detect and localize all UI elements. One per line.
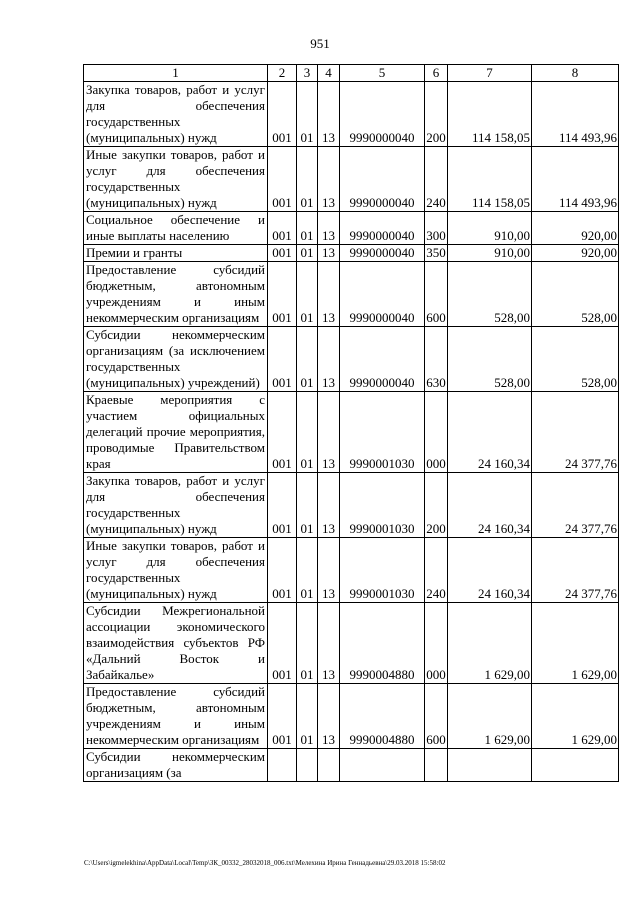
table-row: [84, 245, 619, 262]
header-cell: 3: [297, 65, 318, 82]
row-cell-c2: 001: [268, 538, 297, 603]
row-cell-c3: 01: [297, 245, 318, 262]
table-row: [84, 473, 619, 538]
row-cell-c4: [318, 749, 340, 782]
table-row: [84, 147, 619, 212]
row-cell-c3: 01: [297, 82, 318, 147]
row-cell-c7: 24 160,34: [448, 392, 532, 473]
row-description: Субсидии некоммерческим организациям (за: [84, 749, 268, 782]
row-cell-c5: 9990000040: [340, 245, 425, 262]
row-cell-c2: 001: [268, 82, 297, 147]
file-path-footer: C:\Users\igmelekhina\AppData\Local\Temp\ЗК_00332_28032018_006.txt\Мелехина Ирина Геннадьевна\29.03.2018 15:58:02: [84, 859, 446, 867]
row-cell-c3: 01: [297, 327, 318, 392]
page-number: 951: [310, 36, 330, 51]
row-cell-c7: 1 629,00: [448, 684, 532, 749]
table-row: [84, 82, 619, 147]
row-cell-c8: 24 377,76: [532, 473, 619, 538]
header-cell: 5: [340, 65, 425, 82]
row-description: Иные закупки товаров, работ и услуг для обеспечения государственных (муниципальных) нужд: [84, 147, 268, 212]
row-cell-c2: 001: [268, 684, 297, 749]
row-cell-c4: 13: [318, 147, 340, 212]
row-cell-c6: [425, 749, 448, 782]
row-cell-c8: 920,00: [532, 212, 619, 245]
row-cell-c8: 528,00: [532, 327, 619, 392]
table-row: [84, 749, 619, 782]
row-cell-c6: 240: [425, 538, 448, 603]
header-cell: 7: [448, 65, 532, 82]
table-row: [84, 392, 619, 473]
row-cell-c5: 9990000040: [340, 327, 425, 392]
row-cell-c3: 01: [297, 473, 318, 538]
row-description: Предоставление субсидий бюджетным, автономным учреждениям и иным некоммерческим организациям: [84, 262, 268, 327]
row-description: Закупка товаров, работ и услуг для обеспечения государственных (муниципальных) нужд: [84, 473, 268, 538]
row-cell-c7: 910,00: [448, 212, 532, 245]
row-cell-c2: 001: [268, 147, 297, 212]
row-cell-c5: 9990000040: [340, 212, 425, 245]
row-cell-c3: 01: [297, 392, 318, 473]
row-description: Предоставление субсидий бюджетным, автономным учреждениям и иным некоммерческим организациям: [84, 684, 268, 749]
row-cell-c4: 13: [318, 245, 340, 262]
row-description: Социальное обеспечение и иные выплаты населению: [84, 212, 268, 245]
row-cell-c4: 13: [318, 603, 340, 684]
row-cell-c7: 24 160,34: [448, 473, 532, 538]
row-description: Иные закупки товаров, работ и услуг для обеспечения государственных (муниципальных) нужд: [84, 538, 268, 603]
row-cell-c2: 001: [268, 327, 297, 392]
row-cell-c5: 9990004880: [340, 684, 425, 749]
row-cell-c8: 114 493,96: [532, 147, 619, 212]
row-cell-c8: 528,00: [532, 262, 619, 327]
row-cell-c2: 001: [268, 245, 297, 262]
row-cell-c5: 9990001030: [340, 473, 425, 538]
table-row: [84, 212, 619, 245]
row-cell-c3: 01: [297, 147, 318, 212]
row-cell-c3: 01: [297, 538, 318, 603]
row-cell-c2: 001: [268, 212, 297, 245]
table-row: [84, 327, 619, 392]
row-cell-c2: 001: [268, 392, 297, 473]
table-row: [84, 538, 619, 603]
row-cell-c8: 24 377,76: [532, 538, 619, 603]
header-cell: 8: [532, 65, 619, 82]
table-row: [84, 262, 619, 327]
row-description: Субсидии некоммерческим организациям (за исключением государственных (муниципальных) учреждений): [84, 327, 268, 392]
row-cell-c8: 24 377,76: [532, 392, 619, 473]
row-cell-c7: 1 629,00: [448, 603, 532, 684]
row-cell-c8: 1 629,00: [532, 603, 619, 684]
row-cell-c5: 9990000040: [340, 262, 425, 327]
row-cell-c6: 600: [425, 262, 448, 327]
row-cell-c3: 01: [297, 684, 318, 749]
row-cell-c3: [297, 749, 318, 782]
row-cell-c4: 13: [318, 327, 340, 392]
row-cell-c7: 24 160,34: [448, 538, 532, 603]
row-cell-c5: 9990000040: [340, 147, 425, 212]
row-cell-c2: [268, 749, 297, 782]
row-cell-c3: 01: [297, 212, 318, 245]
row-cell-c6: 200: [425, 82, 448, 147]
row-cell-c4: 13: [318, 82, 340, 147]
table-row: [84, 603, 619, 684]
row-cell-c4: 13: [318, 473, 340, 538]
row-cell-c4: 13: [318, 684, 340, 749]
row-cell-c8: 114 493,96: [532, 82, 619, 147]
row-cell-c6: 300: [425, 212, 448, 245]
row-cell-c8: 920,00: [532, 245, 619, 262]
header-cell: 2: [268, 65, 297, 82]
row-description: Премии и гранты: [84, 245, 268, 262]
row-cell-c2: 001: [268, 473, 297, 538]
row-cell-c5: 9990004880: [340, 603, 425, 684]
row-cell-c3: 01: [297, 262, 318, 327]
row-cell-c2: 001: [268, 262, 297, 327]
table-header-row: [84, 65, 619, 82]
row-description: Закупка товаров, работ и услуг для обеспечения государственных (муниципальных) нужд: [84, 82, 268, 147]
row-cell-c7: 114 158,05: [448, 147, 532, 212]
row-cell-c6: 600: [425, 684, 448, 749]
row-cell-c5: [340, 749, 425, 782]
header-cell: 4: [318, 65, 340, 82]
row-cell-c5: 9990001030: [340, 392, 425, 473]
row-cell-c4: 13: [318, 262, 340, 327]
row-cell-c5: 9990000040: [340, 82, 425, 147]
row-cell-c6: 240: [425, 147, 448, 212]
row-cell-c6: 000: [425, 603, 448, 684]
row-description: Субсидии Межрегиональной ассоциации экономического взаимодействия субъектов РФ «Дальний Восток и Забайкалье»: [84, 603, 268, 684]
budget-table: [83, 64, 619, 782]
row-cell-c6: 200: [425, 473, 448, 538]
row-cell-c7: 528,00: [448, 327, 532, 392]
row-cell-c4: 13: [318, 212, 340, 245]
row-cell-c7: [448, 749, 532, 782]
row-cell-c7: 910,00: [448, 245, 532, 262]
row-cell-c5: 9990001030: [340, 538, 425, 603]
row-cell-c2: 001: [268, 603, 297, 684]
table-row: [84, 684, 619, 749]
row-cell-c7: 114 158,05: [448, 82, 532, 147]
row-cell-c6: 350: [426, 245, 446, 260]
row-description: Краевые мероприятия с участием официальных делегаций прочие мероприятия, проводимые Правительством края: [84, 392, 268, 473]
row-cell-c3: 01: [297, 603, 318, 684]
row-cell-c4: 13: [318, 538, 340, 603]
header-cell: 1: [84, 65, 268, 82]
row-cell-c7: 528,00: [448, 262, 532, 327]
row-cell-c8: [532, 749, 619, 782]
row-cell-c8: 1 629,00: [532, 684, 619, 749]
row-cell-c6: 630: [425, 327, 448, 392]
row-cell-c4: 13: [318, 392, 340, 473]
row-cell-c6: 000: [425, 392, 448, 473]
header-cell: 6: [425, 65, 448, 82]
